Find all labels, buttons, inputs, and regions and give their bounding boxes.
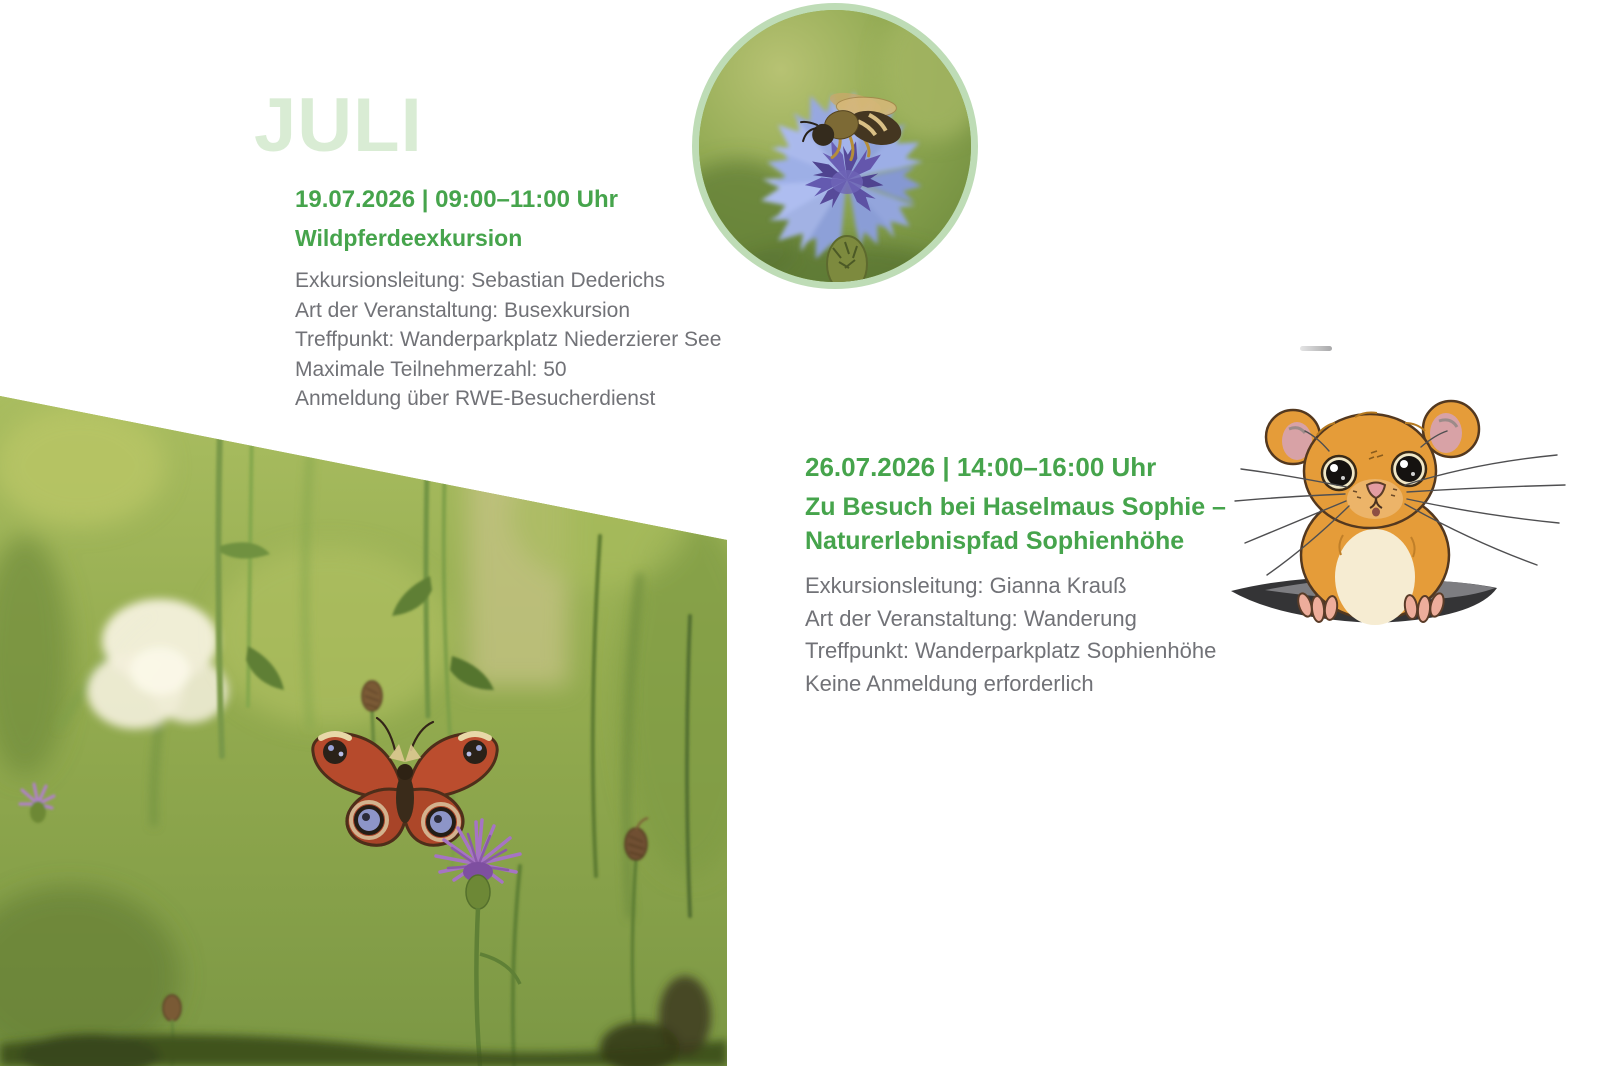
- haselmaus-illustration: [1225, 395, 1570, 627]
- butterfly-body: [396, 773, 414, 823]
- haselmaus-sophie-cartoon: [1225, 395, 1570, 627]
- bee-photo-circle: [692, 3, 978, 289]
- butterfly-meadow-photo: [0, 396, 727, 1066]
- event-title-line-1: Zu Besuch bei Haselmaus Sophie –: [805, 493, 1226, 521]
- peacock-butterfly-meadow: [0, 396, 727, 1066]
- event-detail-line: Treffpunkt: Wanderparkplatz Sophienhöhe: [805, 638, 1217, 663]
- event-detail-line: Maximale Teilnehmerzahl: 50: [295, 357, 567, 381]
- event-title: Wildpferdeexkursion: [295, 225, 523, 251]
- flower-bud: [827, 236, 867, 282]
- event-detail-line: Exkursionsleitung: Sebastian Dederichs: [295, 269, 666, 292]
- event-details: [295, 266, 815, 414]
- bee-on-cornflower-photo: [699, 10, 971, 282]
- event-date: 19.07.2026 | 09:00–11:00 Uhr: [295, 186, 618, 213]
- event-date: 26.07.2026 | 14:00–16:00 Uhr: [805, 452, 1157, 482]
- event-detail-line: Art der Veranstaltung: Wanderung: [805, 605, 1137, 631]
- event-detail-line: Keine Anmeldung erforderlich: [805, 670, 1094, 696]
- month-heading: JULI: [254, 83, 423, 168]
- print-artifact-mark: [1300, 346, 1332, 351]
- event-detail-line: Treffpunkt: Wanderparkplatz Niederzierer See: [295, 328, 722, 351]
- event-detail-line: Exkursionsleitung: Gianna Krauß: [805, 573, 1127, 598]
- event-detail-line: Anmeldung über RWE-Besucherdienst: [295, 387, 656, 410]
- event-title-line-2: Naturerlebnispfad Sophienhöhe: [805, 527, 1185, 555]
- event-detail-line: Art der Veranstaltung: Busexkursion: [295, 298, 631, 322]
